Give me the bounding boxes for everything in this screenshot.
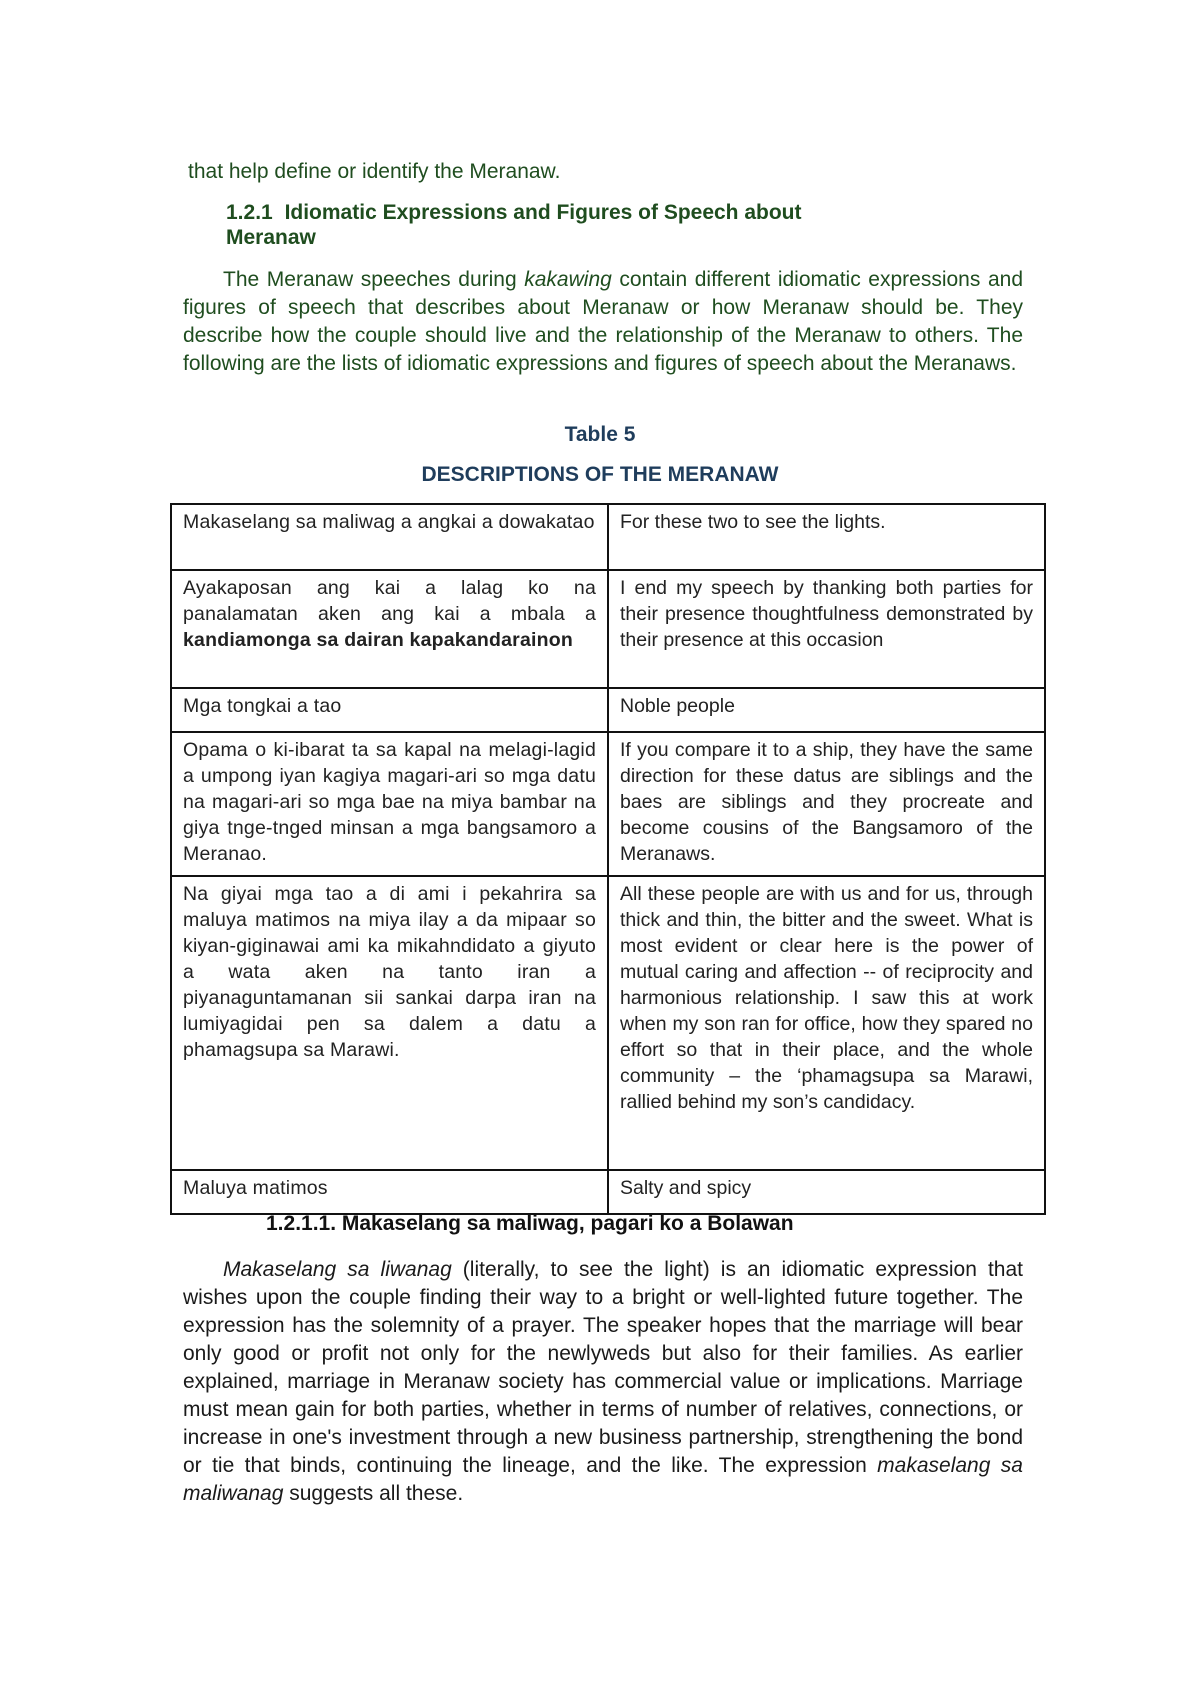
- body-italic-start: Makaselang sa liwanag: [223, 1258, 452, 1281]
- lead-line: that help define or identify the Meranaw.: [188, 160, 561, 183]
- body-text-part2: suggests all these.: [283, 1482, 464, 1505]
- table-cell-meaning: All these people are with us and for us, through thick and thin, the bitter and the sweet. What is most evident or clear here is the power of mutual caring and affection -- of reciprocity and harmonious relationship. I saw this at work when my son ran for office, how they spared no effort so that in their place, and the whole community – the ‘phamagsupa sa Marawi, rallied behind my son’s candidacy.: [608, 876, 1045, 1170]
- table-row: [171, 876, 1045, 1170]
- intro-italic-term: kakawing: [524, 268, 612, 291]
- intro-text-start: The Meranaw speeches during: [223, 268, 525, 291]
- table-row: [171, 732, 1045, 876]
- table-cell-meaning: For these two to see the lights.: [608, 504, 1045, 570]
- table-label: Table 5: [564, 423, 636, 446]
- table-cell-meaning: If you compare it to a ship, they have the same direction for these datus are siblings and the baes are siblings and they procreate and become cousins of the Bangsamoro of the Meranaws.: [608, 732, 1045, 876]
- expression-plain-text: Ayakaposan ang kai a lalag ko na panalamatan aken ang kai a mbala a: [183, 577, 596, 625]
- expression-bold-text: kandiamonga sa dairan kapakandarainon: [183, 629, 573, 651]
- table-cell-expression: Opama o ki-ibarat ta sa kapal na melagi-lagid a umpong iyan kagiya magari-ari so mga datu na magari-ari so mga bae na miya bambar na giya tnge-tnged minsan a mga bangsamoro a Meranao.: [171, 732, 608, 876]
- descriptions-table: [170, 503, 1046, 1215]
- table-row: [171, 570, 1045, 688]
- intro-text-rest: contain different idiomatic expressions and figures of speech that describes about Meranaw or how Meranaw should be. They describe how the couple should live and the relationship of the Meranaw to others. The following are the lists of idiomatic expressions and figures of speech about the Meranaws.: [183, 268, 1024, 375]
- section-number: 1.2.1: [226, 201, 273, 224]
- section-heading: [226, 199, 1026, 226]
- intro-paragraph: [183, 266, 1023, 378]
- table-cell-expression: Mga tongkai a tao: [171, 688, 608, 732]
- section-title-line1: Idiomatic Expressions and Figures of Speech about: [284, 201, 802, 224]
- body-text-part1: (literally, to see the light) is an idiomatic expression that wishes upon the couple finding their way to a bright or well-lighted future together. The expression has the solemnity of a prayer. The speaker hopes that the marriage will bear only good or profit not only for the newlyweds but also for their families. As earlier explained, marriage in Meranaw society has commercial value or implications. Marriage must mean gain for both parties, whether in terms of number of relatives, connections, or increase in one's investment through a new business partnership, strengthening the bond or tie that binds, continuing the lineage, and the like. The expression: [183, 1258, 1024, 1477]
- table-cell-meaning: I end my speech by thanking both parties for their presence thoughtfulness demonstrated by their presence at this occasion: [608, 570, 1045, 688]
- subsection-heading: 1.2.1.1. Makaselang sa maliwag, pagari ko a Bolawan: [266, 1212, 794, 1235]
- table-title: DESCRIPTIONS OF THE MERANAW: [421, 463, 779, 486]
- table-cell-expression: Maluya matimos: [171, 1170, 608, 1214]
- table-row: [171, 504, 1045, 570]
- table-cell-meaning: Noble people: [608, 688, 1045, 732]
- table-cell-meaning: Salty and spicy: [608, 1170, 1045, 1214]
- table-row: [171, 1170, 1045, 1214]
- table-cell-expression: Makaselang sa maliwag a angkai a dowakatao: [171, 504, 608, 570]
- section-title-line2: Meranaw: [226, 226, 316, 249]
- body-paragraph: [183, 1256, 1023, 1508]
- table-cell-expression: Na giyai mga tao a di ami i pekahrira sa maluya matimos na miya ilay a da mipaar so kiyan-giginawai ami ka mikahndidato a giyuto a wata aken na tanto iran a piyanaguntamanan sii sankai darpa iran na lumiyagidai pen sa dalem a datu a phamagsupa sa Marawi.: [171, 876, 608, 1170]
- table-cell-expression: [171, 570, 608, 688]
- table-row: [171, 688, 1045, 732]
- body-italic-mid: makaselang sa maliwanag: [183, 1454, 1023, 1505]
